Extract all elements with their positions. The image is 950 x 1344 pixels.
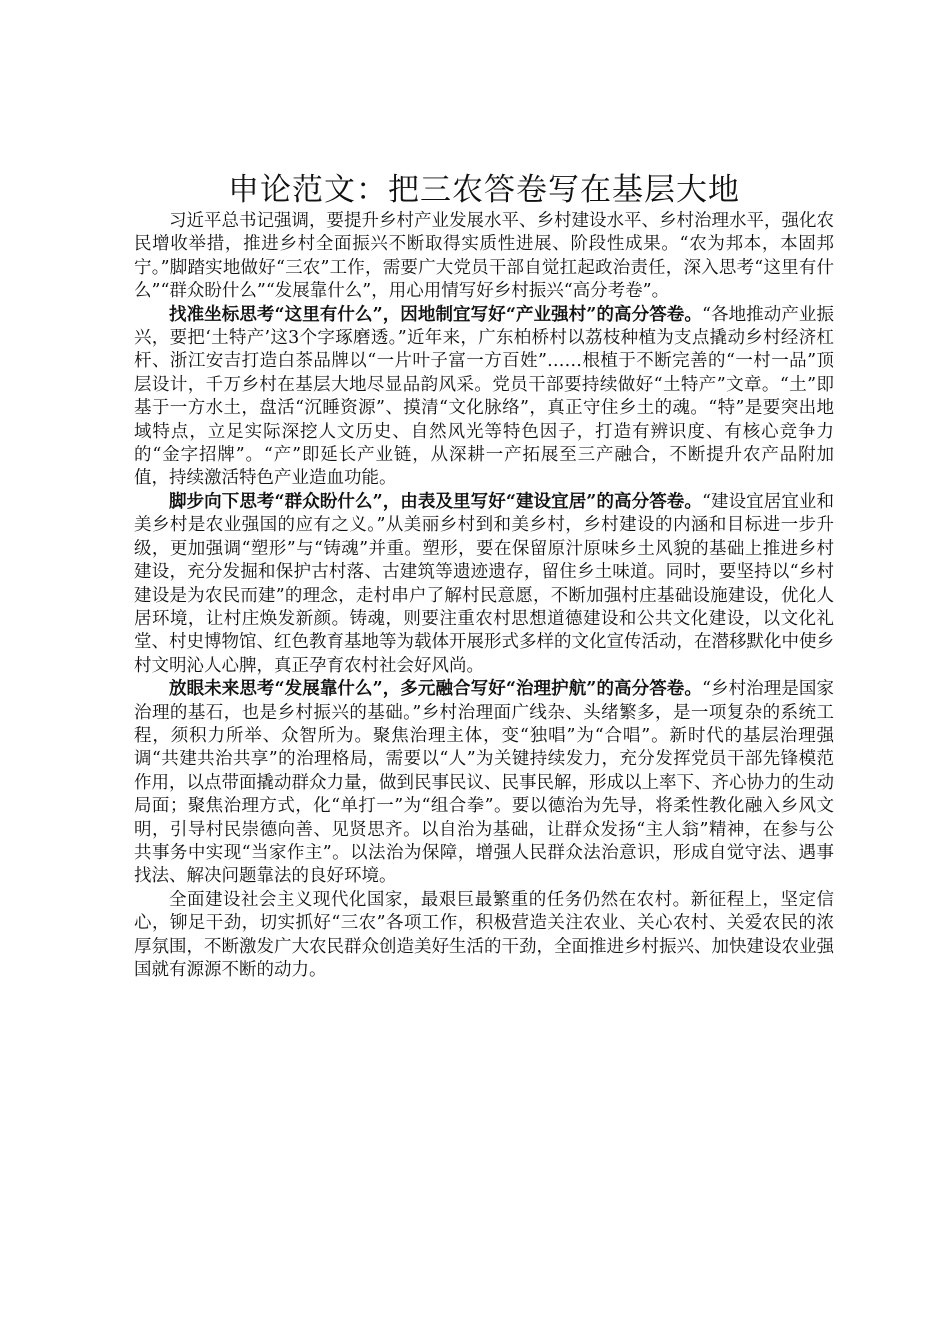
paragraph-heading: 找准坐标思考“这里有什么”，因地制宜写好“产业强村”的高分答卷。 <box>169 304 702 325</box>
paragraph-conclusion <box>134 889 834 983</box>
paragraph-intro <box>134 210 834 304</box>
document-page <box>134 170 834 982</box>
paragraph-governance <box>134 678 834 889</box>
paragraph-construction <box>134 491 834 678</box>
paragraph-industry <box>134 304 834 491</box>
paragraph-heading: 放眼未来思考“发展靠什么”，多元融合写好“治理护航”的高分答卷。 <box>169 679 702 700</box>
paragraph-text: 习近平总书记强调，要提升乡村产业发展水平、乡村建设水平、乡村治理水平，强化农民增收举措，推进乡村全面振兴不断取得实质性进展、阶段性成果。“农为邦本，本固邦宁。”脚踏实地做好“三农”工作，需要广大党员干部自觉扛起政治责任，深入思考“这里有什么”“群众盼什么”“发展靠什么”，用心用情写好乡村振兴“高分考卷”。 <box>134 211 834 302</box>
paragraph-text: 全面建设社会主义现代化国家，最艰巨最繁重的任务仍然在农村。新征程上，坚定信心，铆足干劲，切实抓好“三农”各项工作，积极营造关注农业、关心农村、关爱农民的浓厚氛围，不断激发广大农民群众创造美好生活的干劲，全面推进乡村振兴、加快建设农业强国就有源源不断的动力。 <box>134 889 834 980</box>
paragraph-text: “建设宜居宜业和美乡村是农业强国的应有之义。”从美丽乡村到和美乡村，乡村建设的内涵和目标进一步升级，更加强调“塑形”与“铸魂”并重。塑形，要在保留原汁原味乡土风貌的基础上推进乡村建设，充分发掘和保护古村落、古建筑等遗迹遗存，留住乡土味道。同时，要坚持以“乡村建设是为农民而建”的理念，走村串户了解村民意愿，不断加强村庄基础设施建设，优化人居环境，让村庄焕发新颜。铸魂，则要注重农村思想道德建设和公共文化建设，以文化礼堂、村史博物馆、红色教育基地等为载体开展形式多样的文化宣传活动，在潜移默化中使乡村文明沁人心脾，真正孕育农村社会好风尚。 <box>134 491 835 676</box>
paragraph-text: “乡村治理是国家治理的基石，也是乡村振兴的基础。”乡村治理面广线杂、头绪繁多，是一项复杂的系统工程，须积力所举、众智所为。聚焦治理主体，变“独唱”为“合唱”。新时代的基层治理强调“共建共治共享”的治理格局，需要以“人”为关键持续发力，充分发挥党员干部先锋模范作用，以点带面撬动群众力量，做到民事民议、民事民解，形成以上率下、齐心协力的生动局面；聚焦治理方式，化“单打一”为“组合拳”。要以德治为先导，将柔性教化融入乡风文明，引导村民崇德向善、见贤思齐。以自治为基础，让群众发扬“主人翁”精神，在参与公共事务中实现“当家作主”。以法治为保障，增强人民群众法治意识，形成自觉守法、遇事找法、解决问题靠法的良好环境。 <box>134 679 835 887</box>
paragraph-text: “各地推动产业振兴，要把‘土特产’这3个字琢磨透。”近年来，广东柏桥村以荔枝种植为支点撬动乡村经济杠杆、浙江安吉打造白茶品牌以“一片叶子富一方百姓”……根植于不断完善的“一村一品”顶层设计，千万乡村在基层大地尽显品韵风采。党员干部要持续做好“土特产”文章。“土”即基于一方水土，盘活“沉睡资源”、摸清“文化脉络”，真正守住乡土的魂。“特”是要突出地域特点，立足实际深挖人文历史、自然风光等特色因子，打造有辨识度、有核心竞争力的“金字招牌”。“产”即延长产业链，从深耕一产拓展至三产融合，不断提升农产品附加值，持续激活特色产业造血功能。 <box>134 304 835 489</box>
document-title: 申论范文：把三农答卷写在基层大地 <box>228 172 740 208</box>
paragraph-heading: 脚步向下思考“群众盼什么”，由表及里写好“建设宜居”的高分答卷。 <box>169 491 702 512</box>
